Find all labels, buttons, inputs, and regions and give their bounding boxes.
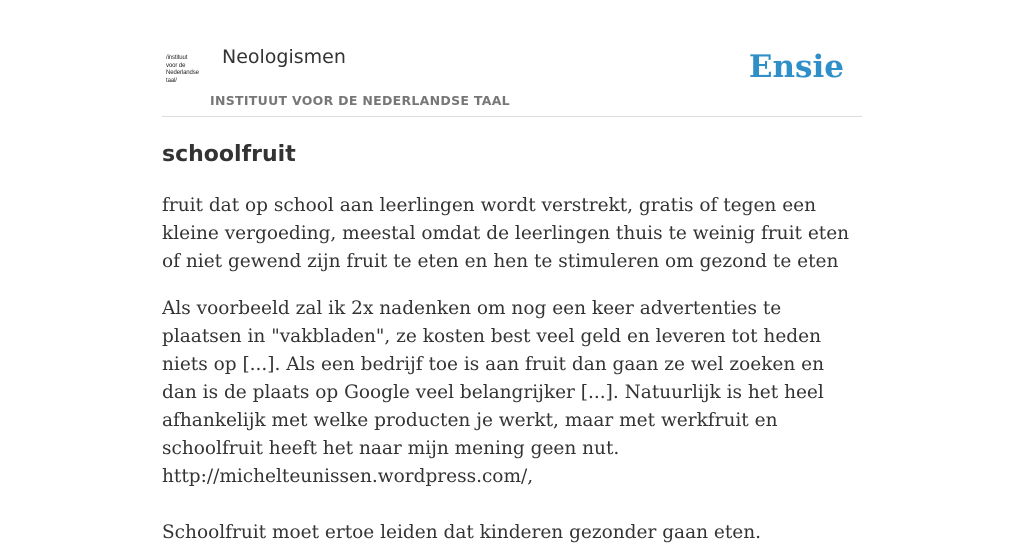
entry-example-2: Schoolfruit moet ertoe leiden dat kinderen gezonder gaan eten. xyxy=(162,522,762,543)
logo-line: /instituut xyxy=(166,55,188,61)
ensie-logo-link[interactable]: Ensie xyxy=(748,49,844,85)
logo-line: taal/ xyxy=(166,77,177,84)
site-header xyxy=(162,40,862,117)
logo-line: Nederlandse xyxy=(166,70,199,76)
entry-definition: fruit dat op school aan leerlingen wordt verstrekt, gratis of tegen een kleine vergoeding, meestal omdat de leerlingen thuis te weinig fruit eten of niet gewend zijn fruit te eten en hen te stimuleren om gezond te eten xyxy=(162,195,850,272)
institute-logo[interactable] xyxy=(166,55,210,91)
site-title-link[interactable]: Neologismen xyxy=(222,46,346,68)
example-text: Als voorbeeld zal ik 2x nadenken om nog een keer advertenties te plaatsen in "vakbladen", ze kosten best veel geld en leveren tot heden niets op [...]. Als een bedrijf toe is aan fruit dan gaan ze wel zoeken en dan is de plaats op Google veel belangrijker [...]. Natuurlijk is het heel afhankelijk met welke producten je werkt, maar met werkfruit en schoolfruit heeft het naar mijn mening geen nut. xyxy=(162,298,825,459)
entry-example xyxy=(162,295,862,491)
logo-line: voor de xyxy=(166,62,186,69)
entry-content xyxy=(162,138,862,547)
site-subtitle: INSTITUUT VOOR DE NEDERLANDSE TAAL xyxy=(210,93,510,108)
example-source-link[interactable]: http://michelteunissen.wordpress.com/, xyxy=(162,466,534,487)
entry-term: schoolfruit xyxy=(162,142,296,167)
